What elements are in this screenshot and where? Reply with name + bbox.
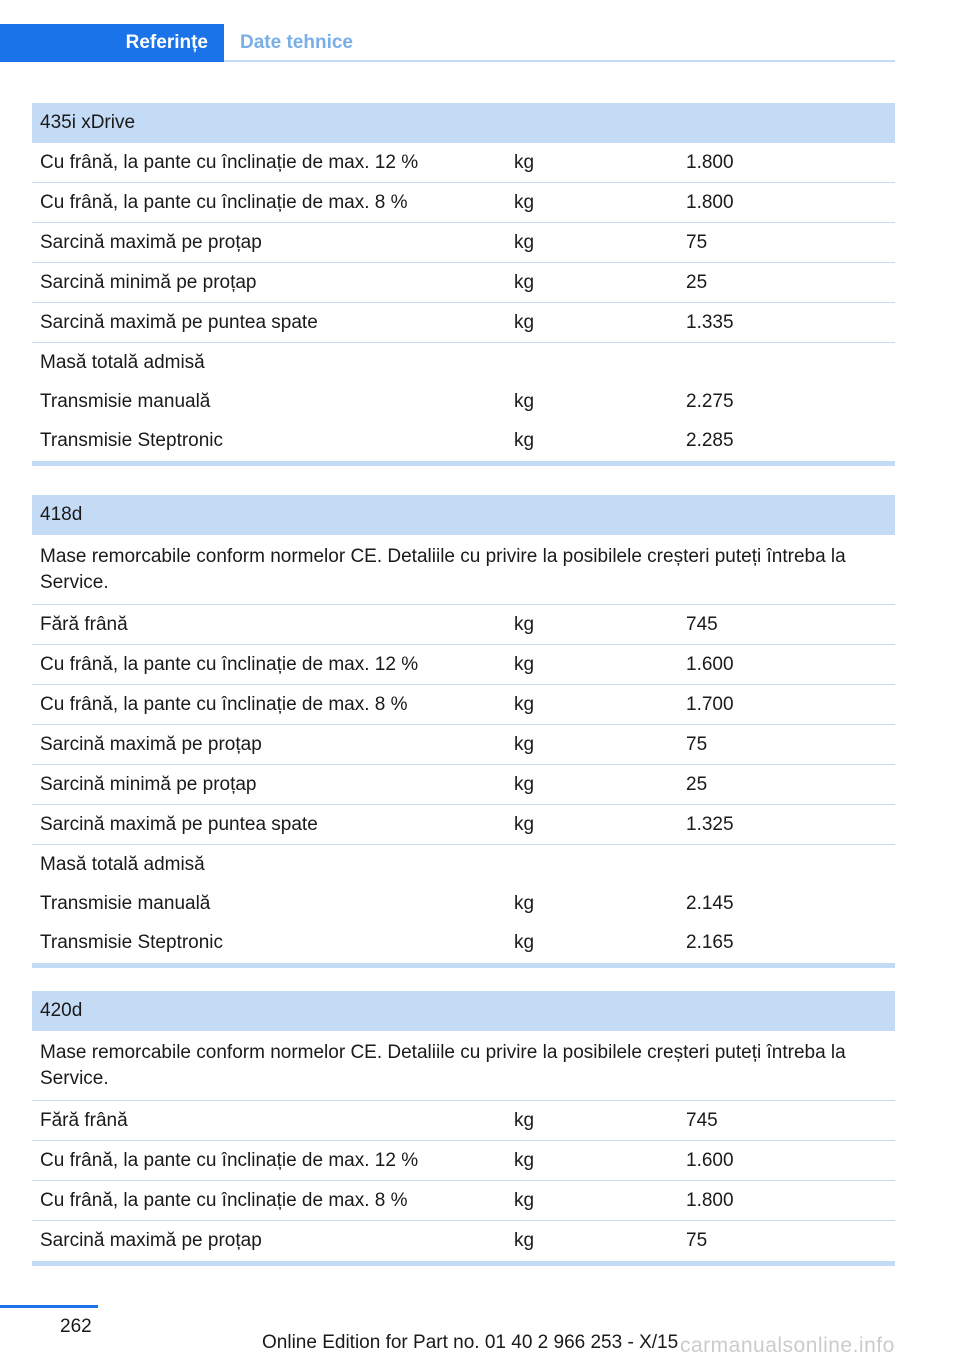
edition-text: Online Edition for Part no. 01 40 2 966 253 - X/15 [262,1332,679,1353]
row-value: 75 [686,1230,708,1251]
table-row [32,923,895,963]
table-row [32,1141,895,1181]
spec-table-418d [32,495,895,968]
row-value: 1.325 [686,814,734,835]
row-unit: kg [514,192,535,213]
row-label: Transmisie Steptronic [40,932,224,953]
row-value: 1.335 [686,312,734,333]
row-unit [506,845,678,884]
table-title: 420d [32,991,895,1031]
table-row [32,421,895,461]
table-row [32,382,895,421]
row-label: Sarcină maximă pe puntea spate [40,312,318,333]
table-row [32,605,895,645]
row-unit: kg [514,1230,535,1251]
row-value: 75 [686,232,708,253]
row-unit: kg [514,1150,535,1171]
row-unit [506,343,678,382]
table-row [32,685,895,725]
table-row [32,805,895,845]
spec-table-420d [32,991,895,1266]
watermark: carmanualsonline.info [680,1334,895,1357]
row-label: Fără frână [40,1110,128,1131]
row-unit: kg [514,734,535,755]
row-unit: kg [514,694,535,715]
row-unit: kg [514,312,535,333]
row-unit: kg [514,654,535,675]
row-unit: kg [514,152,535,173]
row-unit: kg [514,272,535,293]
table-row [32,725,895,765]
row-value: 2.275 [686,391,734,412]
row-value: 1.600 [686,654,734,675]
row-label: Cu frână, la pante cu înclinație de max. 8 % [40,1190,408,1211]
row-label: Cu frână, la pante cu înclinație de max. 12 % [40,1150,419,1171]
row-value: 2.165 [686,932,734,953]
row-value: 1.800 [686,152,734,173]
row-unit: kg [514,430,535,451]
footer-accent-line [0,1305,98,1308]
tab-referinte[interactable]: Referințe [0,24,224,62]
row-value: 745 [686,1110,718,1131]
table-row [32,765,895,805]
row-label: Transmisie manuală [40,893,211,914]
row-value: 745 [686,614,718,635]
table-row [32,1101,895,1141]
row-unit: kg [514,774,535,795]
row-unit: kg [514,232,535,253]
row-label: Cu frână, la pante cu înclinație de max. 8 % [40,694,408,715]
table-title: 435i xDrive [32,103,895,143]
page-number: 262 [60,1316,92,1337]
row-label: Fără frână [40,614,128,635]
row-label: Masă totală admisă [40,854,205,875]
row-label: Masă totală admisă [40,352,205,373]
row-label: Sarcină minimă pe proțap [40,272,257,293]
row-label: Cu frână, la pante cu înclinație de max. 8 % [40,192,408,213]
row-label: Sarcină maximă pe proțap [40,734,262,755]
row-label: Sarcină maximă pe proțap [40,232,262,253]
row-unit: kg [514,1190,535,1211]
row-value [678,343,895,382]
row-value: 2.285 [686,430,734,451]
table-row [32,223,895,263]
row-label: Cu frână, la pante cu înclinație de max. 12 % [40,152,419,173]
row-value: 25 [686,774,708,795]
row-value: 1.800 [686,192,734,213]
row-label: Sarcină maximă pe proțap [40,1230,262,1251]
row-value: 75 [686,734,708,755]
row-unit: kg [514,1110,535,1131]
table-row [32,303,895,343]
top-navigation [0,24,895,62]
row-value: 25 [686,272,708,293]
table-note: Mase remorcabile conform normelor CE. Detaliile cu privire la posibilele creșteri puteți întreba la Service. [32,535,895,605]
row-value [678,845,895,884]
row-label: Transmisie Steptronic [40,430,224,451]
row-unit: kg [514,932,535,953]
spec-table-435i-xdrive [32,103,895,466]
table-row [32,263,895,303]
row-label: Transmisie manuală [40,391,211,412]
table-row [32,143,895,183]
row-value: 1.800 [686,1190,734,1211]
row-unit: kg [514,893,535,914]
tab-date-tehnice[interactable]: Date tehnice [240,32,353,53]
row-value: 2.145 [686,893,734,914]
table-row [32,884,895,923]
row-label: Cu frână, la pante cu înclinație de max. 12 % [40,654,419,675]
table-row [32,1221,895,1261]
row-value: 1.600 [686,1150,734,1171]
row-unit: kg [514,814,535,835]
table-title: 418d [32,495,895,535]
table-row [32,845,895,884]
row-unit: kg [514,391,535,412]
row-label: Sarcină minimă pe proțap [40,774,257,795]
row-value: 1.700 [686,694,734,715]
table-row [32,645,895,685]
row-unit: kg [514,614,535,635]
table-row [32,1181,895,1221]
table-note: Mase remorcabile conform normelor CE. Detaliile cu privire la posibilele creșteri puteți întreba la Service. [32,1031,895,1101]
table-row [32,343,895,382]
row-label: Sarcină maximă pe puntea spate [40,814,318,835]
table-row [32,183,895,223]
